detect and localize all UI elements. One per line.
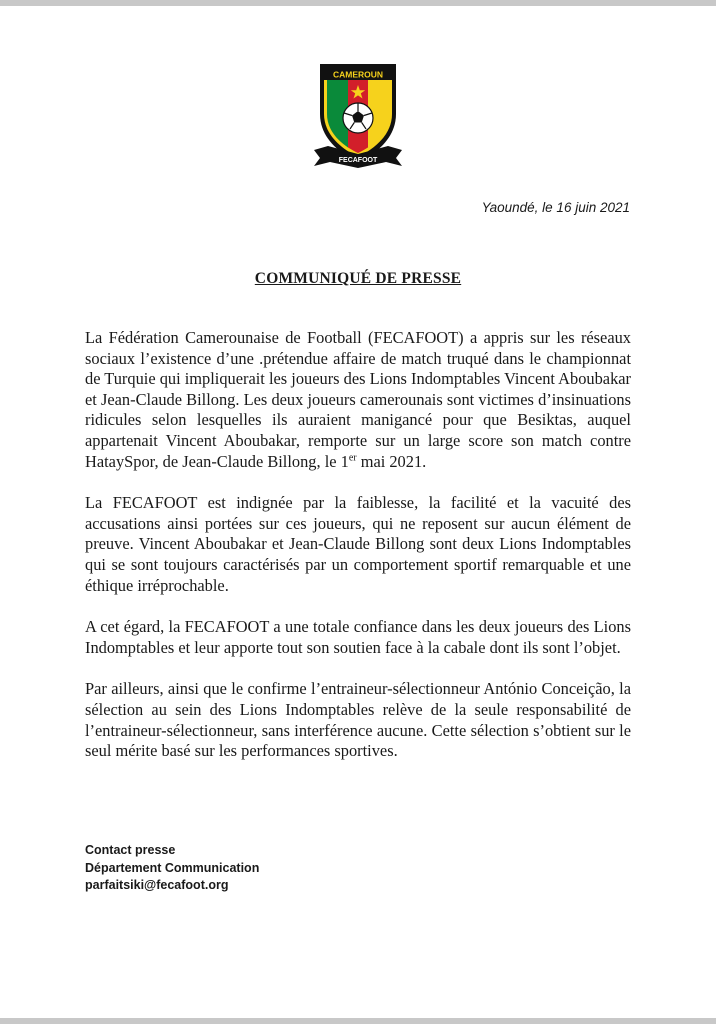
fecafoot-crest-logo (310, 58, 406, 168)
contact-heading: Contact presse (85, 843, 176, 857)
press-contact-block (85, 842, 259, 895)
paragraph-1-text: La Fédération Camerounaise de Football (FECAFOOT) a appris sur les réseaux sociaux l’existence d’une .prétendue affaire de match truqué dans le championnat de Turquie qui impliquerait les joueurs des Lions Indomptables Vincent Aboubakar et Jean-Claude Billong. Les deux joueurs camerounais sont victimes d’insinuations ridicules selon lesquelles ils auraient manigancé pour que Besiktas, auquel appartenait Vincent Aboubakar, remporte sur un large score son match contre HataySpor, de Jean-Claude Billong, le 1 (85, 328, 631, 471)
paragraph-3: A cet égard, la FECAFOOT a une totale confiance dans les deux joueurs des Lions Indomptables et leur apporte tout son soutien face à la cabale dont ils sont l’objet. (85, 617, 631, 657)
paragraph-4: Par ailleurs, ainsi que le confirme l’entraineur-sélectionneur António Conceição, la sélection au sein des Lions Indomptables relève de la seule responsabilité de l’entraineur-sélectionneur, sans interférence aucune. Cette sélection s’obtient sur le seul mérite basé sur les performances sportives. (85, 679, 631, 761)
contact-email: parfaitsiki@fecafoot.org (85, 878, 229, 892)
paragraph-1 (85, 328, 631, 472)
document-title: COMMUNIQUÉ DE PRESSE (254, 270, 462, 287)
document-date: Yaoundé, le 16 juin 2021 (481, 200, 630, 215)
page-edge-top (0, 0, 716, 6)
logo-bottom-text: FECAFOOT (338, 157, 378, 164)
logo-top-text: CAMEROUN (332, 69, 384, 80)
contact-department: Département Communication (85, 860, 260, 875)
page-edge-bottom (0, 1018, 716, 1024)
paragraph-2: La FECAFOOT est indignée par la faiblesse, la facilité et la vacuité des accusations ainsi portées sur ces joueurs, qui ne reposent sur aucun élément de preuve. Vincent Aboubakar et Jean-Claude Billong sont deux Lions Indomptables qui se sont toujours caractérisés par un comportement sportif remarquable et une éthique irréprochable. (85, 493, 631, 595)
football-icon (343, 103, 373, 133)
paragraph-1-end: mai 2021. (356, 451, 427, 471)
ordinal-superscript: er (348, 452, 357, 464)
document-body (85, 328, 631, 783)
